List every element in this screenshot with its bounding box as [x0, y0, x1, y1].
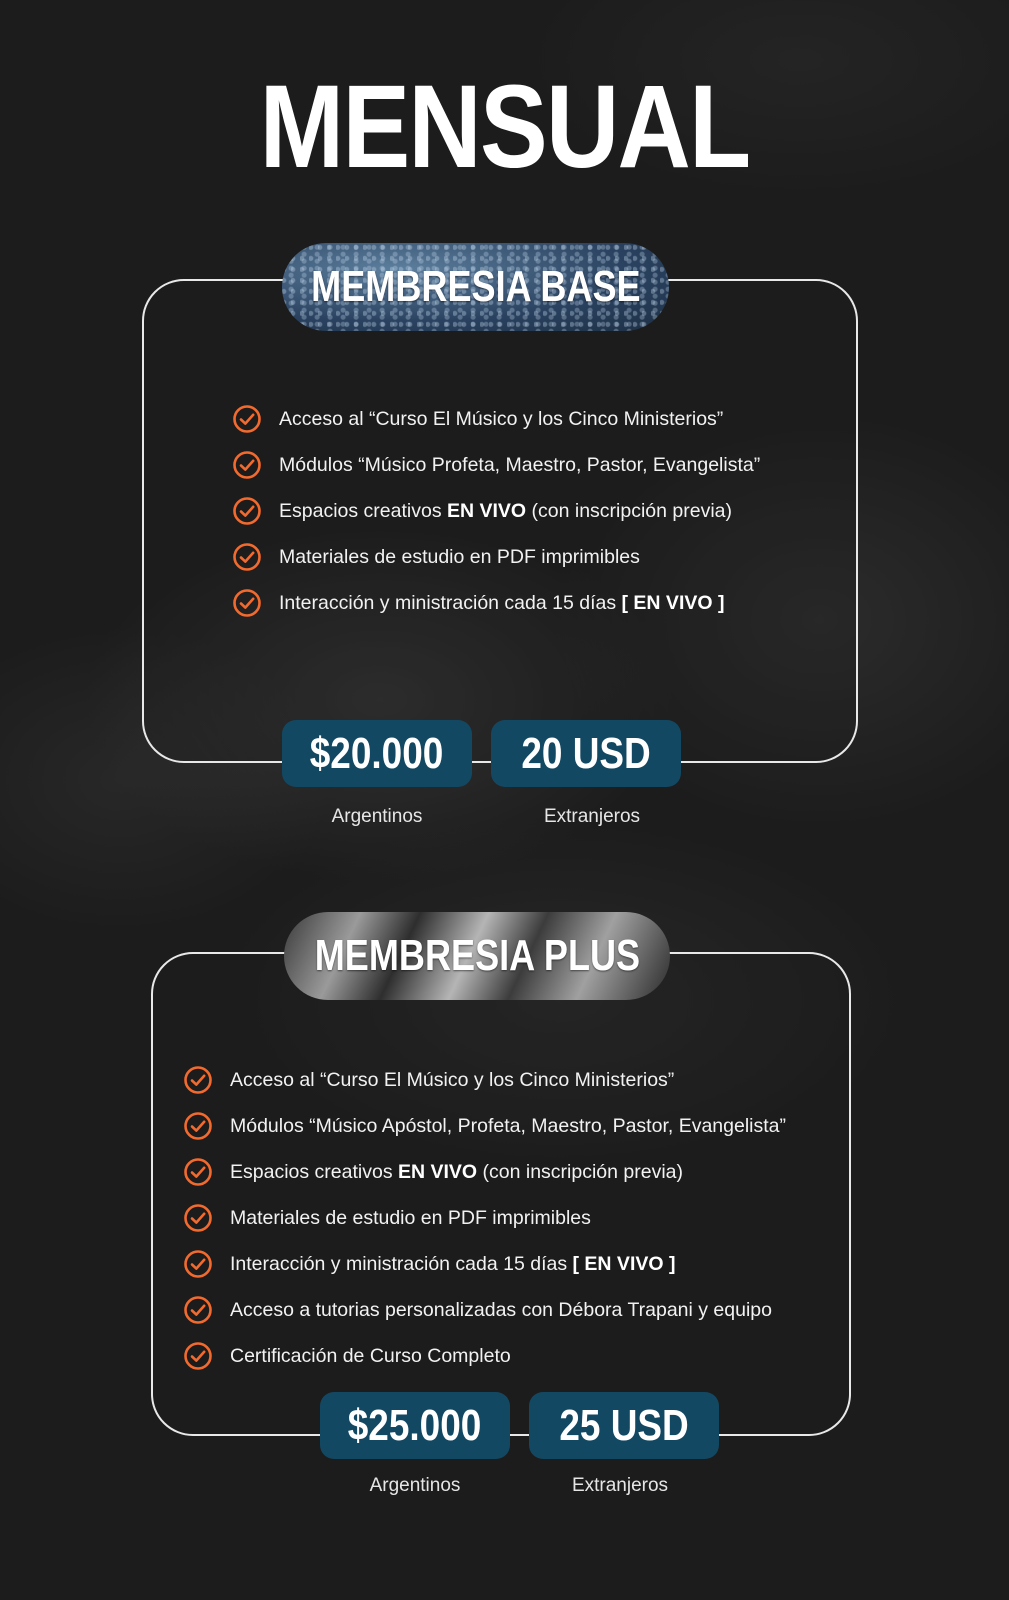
feature-text: Interacción y ministración cada 15 días [ EN VIVO ]	[279, 591, 725, 614]
plan-title-badge-base	[282, 243, 669, 331]
feature-text: Módulos “Músico Profeta, Maestro, Pastor, Evangelista”	[279, 453, 761, 476]
feature-item	[232, 534, 760, 580]
feature-item	[183, 1333, 786, 1379]
feature-item	[183, 1287, 786, 1333]
feature-item	[183, 1195, 786, 1241]
feature-item	[232, 396, 760, 442]
check-circle-icon	[232, 496, 262, 526]
feature-text: Acceso a tutorias personalizadas con Débora Trapani y equipo	[230, 1298, 772, 1321]
check-circle-icon	[183, 1111, 213, 1141]
check-circle-icon	[232, 404, 262, 434]
check-circle-icon	[232, 542, 262, 572]
price-amount: 25 USD	[559, 1400, 689, 1450]
check-circle-icon	[232, 588, 262, 618]
price-label-extranjeros-plus: Extranjeros	[571, 1475, 669, 1496]
feature-text: Acceso al “Curso El Músico y los Cinco Ministerios”	[279, 407, 724, 430]
feature-item	[183, 1103, 786, 1149]
price-amount: $25.000	[348, 1400, 482, 1450]
feature-list-plus	[183, 1057, 786, 1379]
feature-text: Interacción y ministración cada 15 días [ EN VIVO ]	[230, 1252, 676, 1275]
feature-text: Espacios creativos EN VIVO (con inscripción previa)	[230, 1160, 684, 1183]
price-amount: 20 USD	[521, 728, 651, 778]
price-label-argentinos-base: Argentinos	[331, 806, 423, 827]
page-title: MENSUAL	[259, 61, 750, 193]
check-circle-icon	[183, 1341, 213, 1371]
price-badge-argentinos-plus	[320, 1392, 510, 1459]
feature-item	[232, 580, 760, 626]
feature-item	[232, 442, 760, 488]
check-circle-icon	[183, 1157, 213, 1187]
plan-title-badge-plus	[284, 912, 670, 1000]
feature-list-base	[232, 396, 760, 626]
price-badge-argentinos-base	[282, 720, 472, 787]
check-circle-icon	[232, 450, 262, 480]
price-label-argentinos-plus: Argentinos	[369, 1475, 461, 1496]
feature-text: Acceso al “Curso El Músico y los Cinco Ministerios”	[230, 1068, 675, 1091]
feature-text: Materiales de estudio en PDF imprimibles	[230, 1206, 591, 1229]
check-circle-icon	[183, 1295, 213, 1325]
feature-text: Módulos “Músico Apóstol, Profeta, Maestro, Pastor, Evangelista”	[230, 1114, 787, 1137]
feature-item	[232, 488, 760, 534]
feature-item	[183, 1149, 786, 1195]
check-circle-icon	[183, 1249, 213, 1279]
check-circle-icon	[183, 1203, 213, 1233]
feature-text: Espacios creativos EN VIVO (con inscripción previa)	[279, 499, 733, 522]
check-circle-icon	[183, 1065, 213, 1095]
price-amount: $20.000	[310, 728, 444, 778]
feature-item	[183, 1057, 786, 1103]
feature-item	[183, 1241, 786, 1287]
price-badge-extranjeros-plus	[529, 1392, 719, 1459]
price-badge-extranjeros-base	[491, 720, 681, 787]
price-label-extranjeros-base: Extranjeros	[543, 806, 641, 827]
plan-title-plus: MEMBRESIA PLUS	[314, 931, 640, 980]
feature-text: Certificación de Curso Completo	[230, 1344, 511, 1367]
feature-text: Materiales de estudio en PDF imprimibles	[279, 545, 640, 568]
plan-title-base: MEMBRESIA BASE	[310, 262, 641, 311]
